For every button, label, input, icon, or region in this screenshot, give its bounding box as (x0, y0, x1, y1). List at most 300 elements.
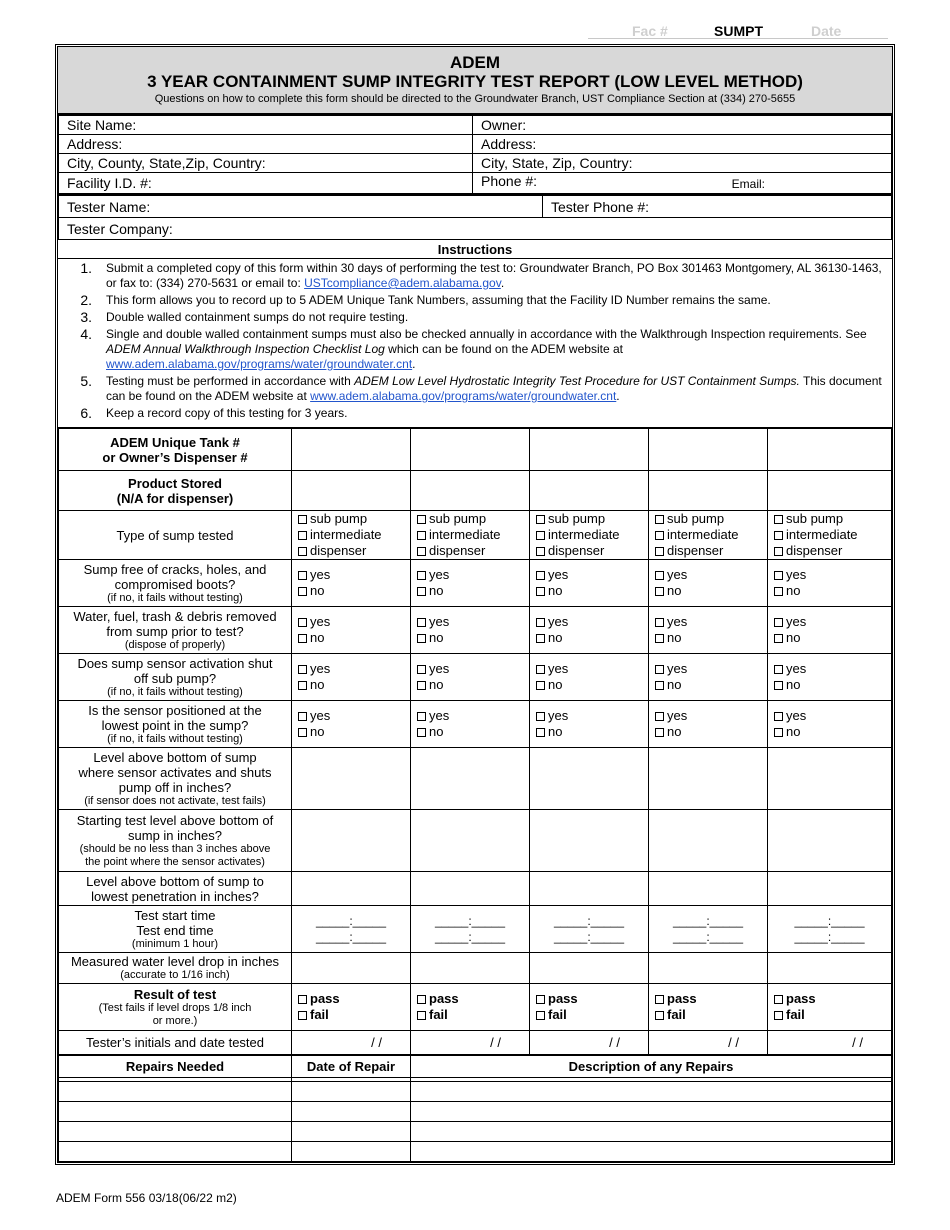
checkbox-icon[interactable] (774, 515, 783, 524)
repair-date-cell[interactable] (292, 1102, 411, 1122)
penetration-level-cell[interactable] (292, 872, 411, 906)
repair-needed-cell[interactable] (59, 1102, 292, 1122)
checkbox-label: no (786, 677, 801, 692)
tank-number-cell[interactable] (768, 429, 892, 471)
tester-name-label: Tester Name: (67, 198, 151, 215)
checkbox-option[interactable] (655, 708, 761, 724)
checkbox-label: yes (429, 567, 450, 582)
checkbox-icon[interactable] (655, 571, 664, 580)
tank-number-cell[interactable] (649, 429, 768, 471)
groundwater-link[interactable]: www.adem.alabama.gov/programs/water/groundwater.cnt (106, 357, 413, 371)
checkbox-label: yes (548, 614, 569, 629)
checkbox-option[interactable] (536, 661, 642, 677)
checkbox-option[interactable] (655, 724, 761, 740)
checkbox-option[interactable] (655, 511, 761, 527)
repair-date-cell[interactable] (292, 1082, 411, 1102)
checkbox-icon[interactable] (655, 728, 664, 737)
checkbox-icon[interactable] (536, 995, 545, 1004)
tester-company-field[interactable] (59, 218, 892, 240)
checkbox-icon[interactable] (417, 571, 426, 580)
tester-company-label: Tester Company: (67, 220, 173, 237)
product-stored-cell[interactable] (649, 471, 768, 511)
checkbox-option[interactable] (536, 1007, 642, 1023)
checkbox-icon[interactable] (298, 1011, 307, 1020)
instruction-item (76, 327, 884, 372)
repair-date-cell[interactable] (292, 1122, 411, 1142)
phone-email-field[interactable] (473, 173, 892, 195)
checkbox-label: yes (786, 708, 807, 723)
checkbox-option[interactable] (298, 511, 404, 527)
grid-row (59, 1031, 892, 1055)
checkbox-icon[interactable] (774, 995, 783, 1004)
checkbox-icon[interactable] (417, 1011, 426, 1020)
checkbox-option[interactable] (774, 1007, 885, 1023)
checkbox-icon[interactable] (774, 681, 783, 690)
checkbox-icon[interactable] (655, 1011, 664, 1020)
site-city-field[interactable] (59, 154, 473, 173)
checkbox-icon[interactable] (298, 618, 307, 627)
level-drop-cell[interactable] (292, 953, 411, 984)
initials-date-cell[interactable] (292, 1031, 411, 1055)
checkbox-option[interactable] (655, 661, 761, 677)
checkbox-option[interactable] (655, 677, 761, 693)
repair-description-cell[interactable] (411, 1122, 892, 1142)
checkbox-option[interactable] (298, 583, 404, 599)
repair-needed-cell[interactable] (59, 1142, 292, 1162)
activation-level-cell[interactable] (530, 748, 649, 810)
checkbox-label: no (310, 583, 325, 598)
form-header (58, 47, 892, 115)
checkbox-option[interactable] (417, 567, 523, 583)
sensor-shutoff-cell (768, 654, 892, 701)
instruction-text-end: . (500, 276, 505, 290)
checkbox-option[interactable] (655, 991, 761, 1007)
level-drop-label (59, 953, 292, 984)
checkbox-icon[interactable] (655, 681, 664, 690)
row-label-line: Measured water level drop in inches (70, 954, 280, 969)
checkbox-option[interactable] (417, 1007, 523, 1023)
checkbox-option[interactable] (298, 677, 404, 693)
activation-level-cell[interactable] (292, 748, 411, 810)
checkbox-icon[interactable] (417, 515, 426, 524)
start-level-cell[interactable] (411, 810, 530, 872)
checkbox-icon[interactable] (298, 712, 307, 721)
test-time-cell[interactable] (649, 906, 768, 953)
checkbox-option[interactable] (774, 567, 885, 583)
start-time-blank[interactable]: _____:_____ (553, 914, 625, 928)
sump-type-cell (411, 511, 530, 560)
start-level-cell[interactable] (649, 810, 768, 872)
facility-id-label: Facility I.D. #: (67, 174, 152, 191)
checkbox-option[interactable] (417, 708, 523, 724)
checkbox-label: yes (786, 567, 807, 582)
debris-cell (530, 607, 649, 654)
checkbox-label: sub pump (548, 511, 606, 526)
checkbox-option[interactable] (298, 614, 404, 630)
result-label (59, 984, 292, 1031)
initials-date-cell[interactable] (530, 1031, 649, 1055)
repair-date-cell[interactable] (292, 1142, 411, 1162)
start-time-blank[interactable]: _____:_____ (794, 914, 865, 928)
checkbox-label: no (786, 630, 801, 645)
cracks-cell (292, 560, 411, 607)
checkbox-option[interactable] (536, 991, 642, 1007)
row-label-line: Water, fuel, trash & debris removed (73, 608, 277, 624)
checkbox-option[interactable] (417, 630, 523, 646)
checkbox-option[interactable] (774, 614, 885, 630)
checkbox-icon[interactable] (298, 634, 307, 643)
checkbox-icon[interactable] (536, 1011, 545, 1020)
repair-description-cell[interactable] (411, 1102, 892, 1122)
level-drop-cell[interactable] (411, 953, 530, 984)
checkbox-label: yes (548, 661, 569, 676)
checkbox-label: dispenser (310, 543, 367, 558)
checkbox-option[interactable] (536, 614, 642, 630)
end-time-blank[interactable]: _____:_____ (434, 930, 506, 944)
activation-level-cell[interactable] (411, 748, 530, 810)
checkbox-label: fail (429, 1007, 448, 1022)
checkbox-icon[interactable] (536, 515, 545, 524)
checkbox-option[interactable] (298, 661, 404, 677)
instruction-number: 3. (80, 309, 92, 325)
site-address-field[interactable] (59, 135, 473, 154)
instruction-text: This form allows you to record up to 5 ADEM Unique Tank Numbers, assuming that the Facility ID Number remains the same. (106, 293, 771, 307)
checkbox-option[interactable] (774, 583, 885, 599)
debris-label (59, 607, 292, 654)
checkbox-label: sub pump (429, 511, 487, 526)
checkbox-icon[interactable] (655, 547, 664, 556)
checkbox-option[interactable] (417, 677, 523, 693)
checkbox-icon[interactable] (417, 531, 426, 540)
groundwater-link[interactable]: www.adem.alabama.gov/programs/water/groundwater.cnt (310, 389, 617, 403)
checkbox-icon[interactable] (655, 634, 664, 643)
checkbox-icon[interactable] (536, 618, 545, 627)
sensor-position-label (59, 701, 292, 748)
repair-description-cell[interactable] (411, 1082, 892, 1102)
grid-row (59, 511, 892, 560)
result-cell (530, 984, 649, 1031)
sensor-position-cell (292, 701, 411, 748)
checkbox-icon[interactable] (417, 728, 426, 737)
checkbox-label: no (310, 677, 325, 692)
product-stored-cell[interactable] (530, 471, 649, 511)
checkbox-option[interactable] (298, 724, 404, 740)
checkbox-icon[interactable] (417, 587, 426, 596)
checkbox-label: yes (667, 614, 688, 629)
checkbox-label: intermediate (667, 527, 739, 542)
checkbox-icon[interactable] (774, 665, 783, 674)
product-stored-cell[interactable] (768, 471, 892, 511)
start-time-blank[interactable]: _____:_____ (434, 914, 506, 928)
checkbox-label: sub pump (310, 511, 368, 526)
checkbox-icon[interactable] (774, 618, 783, 627)
row-label-note: (accurate to 1/16 inch) (120, 969, 230, 981)
row-label-line: Test end time (136, 922, 214, 938)
checkbox-option[interactable] (774, 991, 885, 1007)
checkbox-icon[interactable] (536, 571, 545, 580)
product-stored-cell[interactable] (292, 471, 411, 511)
grid-row (59, 654, 892, 701)
cracks-cell (649, 560, 768, 607)
checkbox-label: no (429, 724, 444, 739)
checkbox-option[interactable] (536, 677, 642, 693)
checkbox-option[interactable] (536, 708, 642, 724)
checkbox-icon[interactable] (298, 681, 307, 690)
start-level-cell[interactable] (292, 810, 411, 872)
site-name-field[interactable] (59, 116, 473, 135)
checkbox-icon[interactable] (655, 531, 664, 540)
checkbox-icon[interactable] (536, 712, 545, 721)
start-level-cell[interactable] (768, 810, 892, 872)
cracks-cell (411, 560, 530, 607)
owner-address-label: Address: (481, 135, 537, 152)
checkbox-icon[interactable] (655, 712, 664, 721)
checkbox-option[interactable] (417, 543, 523, 559)
checkbox-icon[interactable] (298, 665, 307, 674)
repair-description-cell[interactable] (411, 1142, 892, 1162)
debris-cell (649, 607, 768, 654)
checkbox-icon[interactable] (774, 634, 783, 643)
checkbox-icon[interactable] (536, 531, 545, 540)
date-slashes: / / (371, 1034, 382, 1050)
penetration-level-cell[interactable] (411, 872, 530, 906)
result-cell (649, 984, 768, 1031)
initials-date-cell[interactable] (768, 1031, 892, 1055)
checkbox-icon[interactable] (774, 571, 783, 580)
row-label-line: Level above bottom of sump (93, 749, 257, 765)
instruction-number: 1. (80, 260, 92, 276)
end-time-blank[interactable]: _____:_____ (672, 930, 744, 944)
checkbox-icon[interactable] (536, 728, 545, 737)
sump-type-cell (292, 511, 411, 560)
instruction-item (76, 293, 884, 308)
checkbox-label: pass (310, 991, 340, 1006)
row-label-note: the point where the sensor activates) (85, 855, 265, 868)
checkbox-icon[interactable] (298, 587, 307, 596)
debris-cell (411, 607, 530, 654)
checkbox-option[interactable] (774, 661, 885, 677)
checkbox-option[interactable] (536, 630, 642, 646)
checkbox-option[interactable] (655, 630, 761, 646)
checkbox-icon[interactable] (774, 1011, 783, 1020)
owner-address-field[interactable] (473, 135, 892, 154)
checkbox-icon[interactable] (655, 587, 664, 596)
owner-label: Owner: (481, 116, 527, 133)
checkbox-icon[interactable] (298, 531, 307, 540)
checkbox-label: yes (667, 567, 688, 582)
checkbox-option[interactable] (298, 527, 404, 543)
end-time-blank[interactable]: _____:_____ (794, 930, 865, 944)
penetration-level-cell[interactable] (768, 872, 892, 906)
checkbox-option[interactable] (417, 661, 523, 677)
date-of-repair-header: Date of Repair (292, 1056, 411, 1078)
grid-row (59, 471, 892, 511)
tank-number-cell[interactable] (292, 429, 411, 471)
checkbox-icon[interactable] (774, 547, 783, 556)
penetration-level-cell[interactable] (530, 872, 649, 906)
procedure-title: ADEM Low Level Hydrostatic Integrity Test Procedure for UST Containment Sumps. (354, 374, 800, 388)
checkbox-option[interactable] (417, 583, 523, 599)
sump-type-label (59, 511, 292, 560)
facility-id-field[interactable] (59, 173, 473, 195)
level-drop-cell[interactable] (649, 953, 768, 984)
tank-number-cell[interactable] (411, 429, 530, 471)
tank-number-cell[interactable] (530, 429, 649, 471)
penetration-level-label (59, 872, 292, 906)
instructions-section (58, 240, 892, 428)
checkbox-option[interactable] (655, 614, 761, 630)
test-time-cell[interactable] (768, 906, 892, 953)
checkbox-label: intermediate (429, 527, 501, 542)
penetration-level-cell[interactable] (649, 872, 768, 906)
checkbox-label: intermediate (548, 527, 620, 542)
checkbox-icon[interactable] (536, 665, 545, 674)
tester-name-field[interactable] (59, 196, 543, 218)
contact-note: Questions on how to complete this form should be directed to the Groundwater Branch, UST Compliance Section at (334) 270-5655 (154, 93, 796, 105)
checkbox-icon[interactable] (298, 547, 307, 556)
start-level-cell[interactable] (530, 810, 649, 872)
checkbox-icon[interactable] (655, 665, 664, 674)
checkbox-option[interactable] (655, 527, 761, 543)
checkbox-option[interactable] (774, 511, 885, 527)
checkbox-option[interactable] (417, 527, 523, 543)
sensor-position-cell (649, 701, 768, 748)
checkbox-option[interactable] (774, 677, 885, 693)
checkbox-icon[interactable] (774, 587, 783, 596)
checkbox-option[interactable] (774, 708, 885, 724)
checkbox-icon[interactable] (536, 547, 545, 556)
instruction-text-mid: This document can be found on the ADEM website at (106, 374, 882, 403)
initials-date-cell[interactable] (649, 1031, 768, 1055)
owner-city-field[interactable] (473, 154, 892, 173)
result-cell (411, 984, 530, 1031)
activation-level-cell[interactable] (649, 748, 768, 810)
checkbox-option[interactable] (298, 1007, 404, 1023)
checkbox-option[interactable] (298, 543, 404, 559)
checkbox-option[interactable] (298, 708, 404, 724)
checkbox-icon[interactable] (536, 634, 545, 643)
activation-level-cell[interactable] (768, 748, 892, 810)
test-time-cell[interactable] (530, 906, 649, 953)
checkbox-option[interactable] (536, 724, 642, 740)
activation-level-label (59, 748, 292, 810)
checkbox-icon[interactable] (417, 634, 426, 643)
checkbox-icon[interactable] (417, 712, 426, 721)
checkbox-option[interactable] (417, 614, 523, 630)
checkbox-icon[interactable] (536, 587, 545, 596)
row-label-line: Level above bottom of sump to (86, 873, 264, 889)
checkbox-label: no (667, 630, 682, 645)
checkbox-option[interactable] (298, 991, 404, 1007)
checkbox-option[interactable] (536, 543, 642, 559)
test-time-cell[interactable] (411, 906, 530, 953)
checkbox-option[interactable] (536, 567, 642, 583)
row-label-line: Sump free of cracks, holes, and (83, 561, 267, 577)
checkbox-icon[interactable] (774, 712, 783, 721)
checkbox-option[interactable] (655, 583, 761, 599)
checkbox-label: yes (310, 661, 331, 676)
email-label: Email: (731, 177, 765, 191)
start-time-blank[interactable]: _____:_____ (315, 914, 387, 928)
checkbox-option[interactable] (298, 567, 404, 583)
checkbox-icon[interactable] (298, 571, 307, 580)
checkbox-option[interactable] (774, 630, 885, 646)
level-drop-cell[interactable] (530, 953, 649, 984)
checkbox-option[interactable] (655, 567, 761, 583)
checkbox-icon[interactable] (655, 995, 664, 1004)
checkbox-icon[interactable] (298, 515, 307, 524)
checkbox-icon[interactable] (655, 515, 664, 524)
checkbox-option[interactable] (655, 1007, 761, 1023)
checkbox-option[interactable] (417, 991, 523, 1007)
instruction-number: 5. (80, 373, 92, 389)
checkbox-icon[interactable] (417, 618, 426, 627)
checkbox-icon[interactable] (298, 728, 307, 737)
checkbox-icon[interactable] (774, 728, 783, 737)
repair-needed-cell[interactable] (59, 1082, 292, 1102)
checkbox-icon[interactable] (298, 995, 307, 1004)
email-link[interactable]: USTcompliance@adem.alabama.gov (304, 276, 501, 290)
checkbox-label: pass (667, 991, 697, 1006)
level-drop-cell[interactable] (768, 953, 892, 984)
checkbox-option[interactable] (774, 543, 885, 559)
checkbox-option[interactable] (774, 527, 885, 543)
grid-row (59, 810, 892, 872)
sensor-position-cell (530, 701, 649, 748)
tester-phone-field[interactable] (543, 196, 892, 218)
checkbox-icon[interactable] (417, 665, 426, 674)
row-label-line: Is the sensor positioned at the (88, 702, 262, 718)
start-time-blank[interactable]: _____:_____ (672, 914, 744, 928)
checkbox-label: yes (786, 661, 807, 676)
row-label-note: (minimum 1 hour) (131, 937, 219, 950)
checkbox-icon[interactable] (536, 681, 545, 690)
checkbox-option[interactable] (536, 583, 642, 599)
owner-field[interactable] (473, 116, 892, 135)
grid-row (59, 953, 892, 984)
report-title: 3 YEAR CONTAINMENT SUMP INTEGRITY TEST REPORT (LOW LEVEL METHOD) (147, 72, 803, 91)
checkbox-option[interactable] (536, 527, 642, 543)
checkbox-icon[interactable] (655, 618, 664, 627)
checkbox-option[interactable] (417, 511, 523, 527)
end-time-blank[interactable]: _____:_____ (315, 930, 387, 944)
repair-needed-cell[interactable] (59, 1122, 292, 1142)
product-stored-cell[interactable] (411, 471, 530, 511)
checkbox-label: no (310, 724, 325, 739)
row-label-line: Tester’s initials and date tested (85, 1035, 264, 1050)
row-label-line: (N/A for dispenser) (116, 490, 234, 506)
checkbox-icon[interactable] (417, 547, 426, 556)
grid-row (59, 429, 892, 471)
checkbox-icon[interactable] (417, 995, 426, 1004)
checkbox-icon[interactable] (417, 681, 426, 690)
row-label-line: from sump prior to test? (106, 623, 244, 639)
checkbox-option[interactable] (298, 630, 404, 646)
checkbox-label: fail (667, 1007, 686, 1022)
initials-date-cell[interactable] (411, 1031, 530, 1055)
checkbox-option[interactable] (655, 543, 761, 559)
site-info-table (58, 115, 892, 195)
test-time-cell[interactable] (292, 906, 411, 953)
row-label-line: Product Stored (128, 475, 222, 491)
checkbox-label: yes (310, 708, 331, 723)
end-time-blank[interactable]: _____:_____ (553, 930, 625, 944)
checkbox-option[interactable] (417, 724, 523, 740)
sensor-shutoff-cell (292, 654, 411, 701)
checkbox-icon[interactable] (774, 531, 783, 540)
checkbox-option[interactable] (536, 511, 642, 527)
checkbox-option[interactable] (774, 724, 885, 740)
